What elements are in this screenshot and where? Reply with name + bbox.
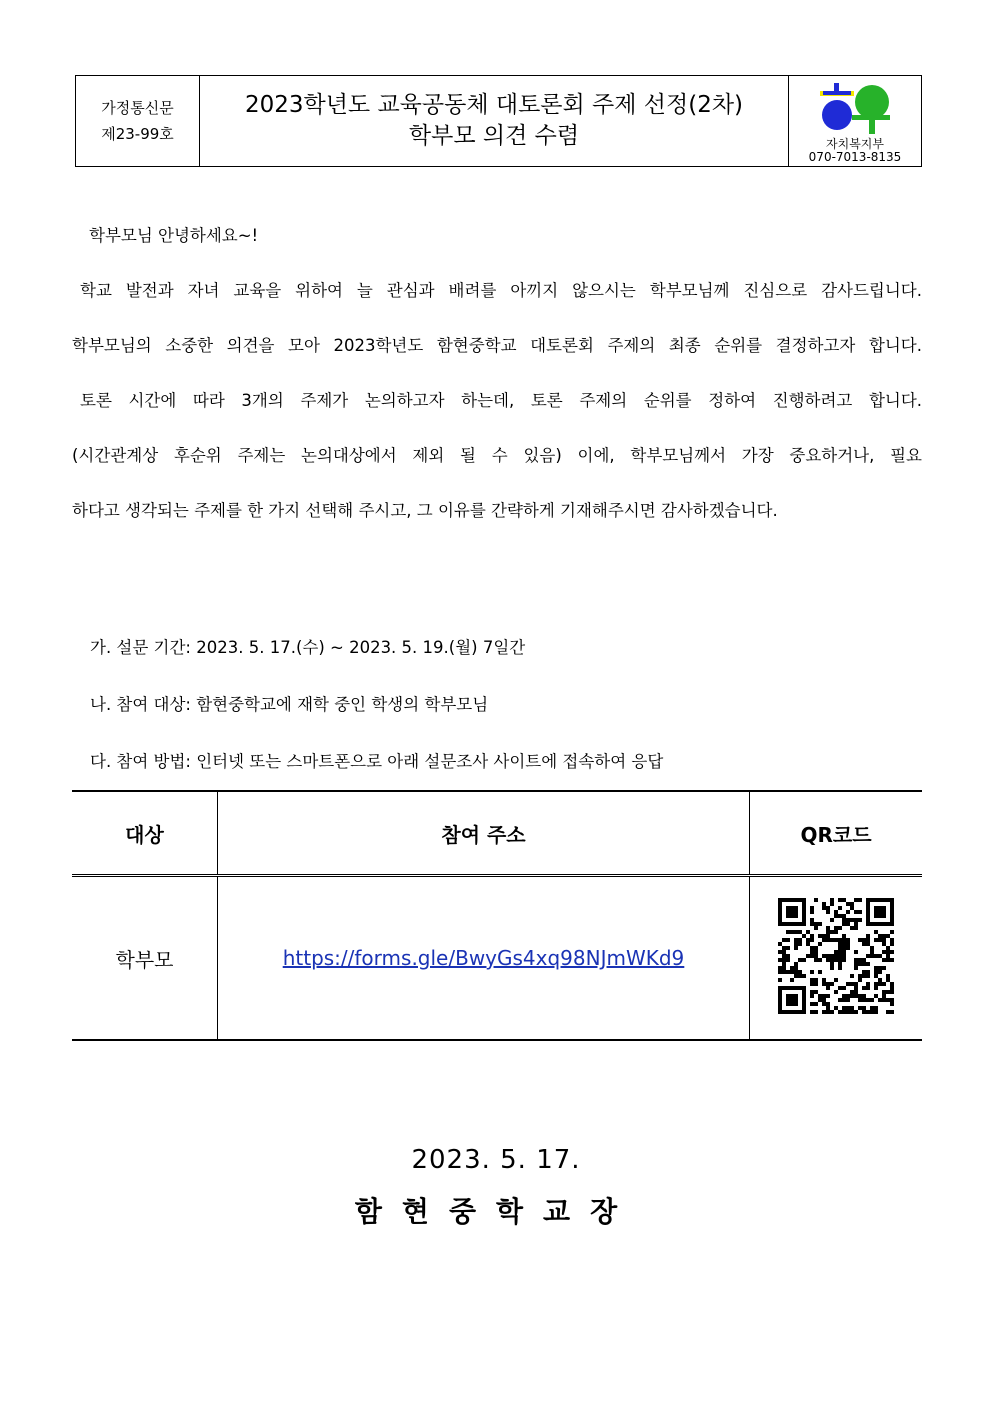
- qr-code-icon[interactable]: [778, 898, 894, 1014]
- survey-target: 나. 참여 대상: 함현중학교에 재학 중인 학생의 학부모님: [90, 695, 489, 714]
- doc-title-cell: [200, 76, 789, 166]
- table-row: [72, 876, 922, 1041]
- table-header-row: [72, 791, 922, 876]
- doc-title-line2: 학부모 의견 수렴: [408, 123, 580, 149]
- letter-body: [72, 216, 922, 546]
- survey-link[interactable]: https://forms.gle/BwyGs4xq98NJmWKd9: [282, 946, 685, 970]
- body-line-5: 하다고 생각되는 주제를 한 가지 선택해 주시고, 그 이유를 간략하게 기재해주시면 감사하겠습니다.: [72, 501, 778, 520]
- body-line-2: 학부모님의 소중한 의견을 모아 2023학년도 함현중학교 대토론회 주제의 최종 순위를 결정하고자 합니다.: [72, 336, 922, 355]
- body-line-3: 토론 시간에 따라 3개의 주제가 논의하고자 하는데, 토론 주제의 순위를 정하여 진행하려고 합니다.: [80, 391, 922, 410]
- cell-url: [218, 876, 750, 1041]
- doc-number: 제23-99호: [101, 125, 174, 143]
- school-logo-cell: [789, 76, 921, 166]
- issue-date: 2023. 5. 17.: [411, 1145, 581, 1175]
- header-qr: QR코드: [750, 791, 923, 876]
- survey-period: 가. 설문 기간: 2023. 5. 17.(수) ~ 2023. 5. 19.(월) 7일간: [90, 638, 526, 657]
- survey-method: 다. 참여 방법: 인터넷 또는 스마트폰으로 아래 설문조사 사이트에 접속하여 응답: [90, 752, 664, 771]
- body-line-4: (시간관계상 후순위 주제는 논의대상에서 제외 될 수 있음) 이에, 학부모님께서 가장 중요하거나, 필요: [72, 446, 922, 465]
- dept-name: 자치복지부: [826, 137, 884, 151]
- doc-type: 가정통신문: [101, 99, 174, 117]
- greeting: 학부모님 안녕하세요~!: [89, 226, 259, 245]
- cell-qr: [750, 876, 923, 1041]
- survey-table: [72, 790, 922, 1041]
- dept-phone: 070-7013-8135: [808, 150, 902, 164]
- body-line-1: 학교 발전과 자녀 교육을 위하여 늘 관심과 배려를 아끼지 않으시는 학부모님께 진심으로 감사드립니다.: [80, 281, 922, 300]
- newsletter-header: [75, 75, 922, 167]
- school-logo-icon: [820, 82, 890, 134]
- cell-target: 학부모: [72, 876, 218, 1041]
- header-target: 대상: [72, 791, 218, 876]
- doc-title-line1: 2023학년도 교육공동체 대토론회 주제 선정(2차): [244, 92, 744, 118]
- survey-info: [90, 628, 663, 799]
- doc-info-cell: [76, 76, 200, 166]
- principal-signature: 함현중학교장: [354, 1195, 638, 1228]
- header-url: 참여 주소: [218, 791, 750, 876]
